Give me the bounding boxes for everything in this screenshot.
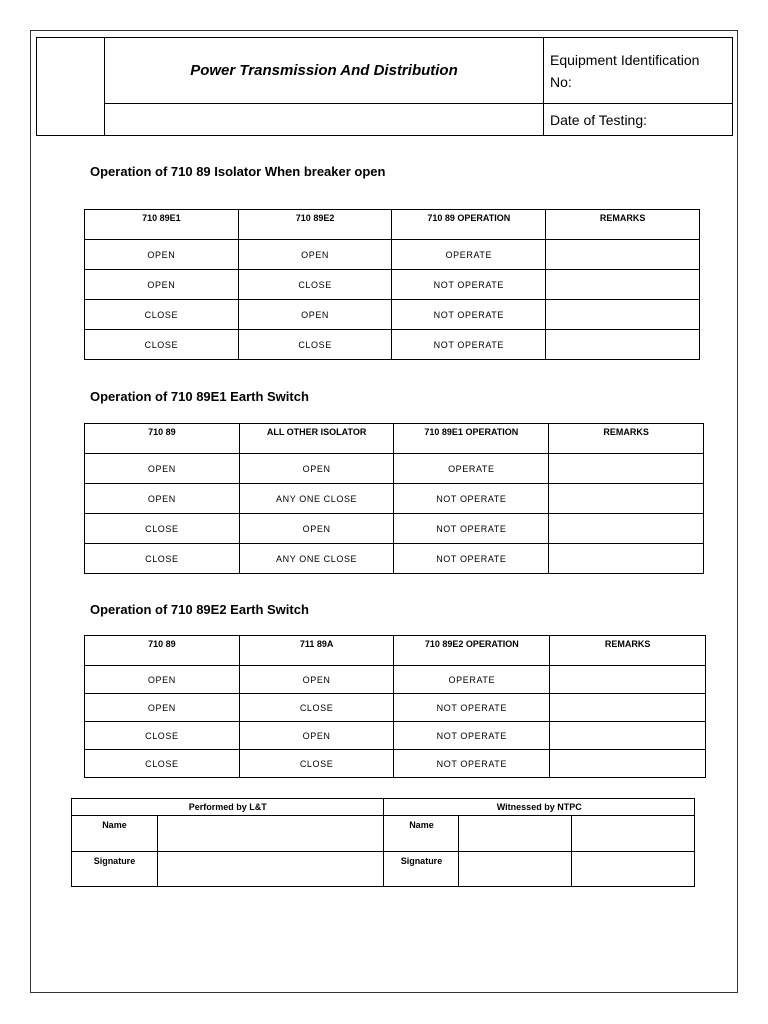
table-cell: CLOSE bbox=[85, 750, 240, 778]
table-row bbox=[85, 240, 700, 270]
table-row bbox=[85, 330, 700, 360]
witness-signature-field bbox=[459, 852, 572, 887]
table-cell: CLOSE bbox=[238, 270, 392, 300]
logo-cell bbox=[37, 38, 105, 136]
operation-table bbox=[84, 423, 704, 574]
performer-signature-field bbox=[157, 852, 384, 887]
header-table bbox=[36, 37, 733, 136]
table-cell: CLOSE bbox=[85, 544, 240, 574]
remarks-cell bbox=[549, 454, 704, 484]
remarks-cell bbox=[549, 484, 704, 514]
name-row bbox=[72, 816, 695, 852]
table-cell: OPERATE bbox=[392, 240, 546, 270]
witness-signature-field-extra bbox=[572, 852, 695, 887]
column-header: 710 89 OPERATION bbox=[392, 210, 546, 240]
table-cell: OPEN bbox=[85, 694, 240, 722]
table-row bbox=[85, 514, 704, 544]
table-row bbox=[85, 544, 704, 574]
table-header-row bbox=[85, 636, 706, 666]
column-header: REMARKS bbox=[546, 210, 700, 240]
equipment-identification: Equipment Identification No: bbox=[544, 38, 733, 104]
remarks-cell bbox=[549, 514, 704, 544]
column-header: 710 89 bbox=[85, 636, 240, 666]
table-row bbox=[85, 722, 706, 750]
table-cell: OPERATE bbox=[394, 454, 549, 484]
performed-by-header: Performed by L&T bbox=[72, 799, 384, 816]
table-row bbox=[85, 454, 704, 484]
column-header: 710 89 bbox=[85, 424, 240, 454]
table-cell: OPEN bbox=[239, 666, 394, 694]
table-cell: ANY ONE CLOSE bbox=[239, 544, 394, 574]
document-title: Power Transmission And Distribution bbox=[105, 38, 544, 104]
table-cell: OPEN bbox=[85, 240, 239, 270]
column-header: REMARKS bbox=[550, 636, 706, 666]
signoff-table bbox=[71, 798, 695, 887]
table-cell: CLOSE bbox=[85, 330, 239, 360]
remarks-cell bbox=[549, 544, 704, 574]
witness-name-field bbox=[459, 816, 572, 852]
remarks-cell bbox=[550, 722, 706, 750]
table-cell: CLOSE bbox=[239, 694, 394, 722]
table-row bbox=[85, 270, 700, 300]
witness-name-field-extra bbox=[572, 816, 695, 852]
section-title: Operation of 710 89E2 Earth Switch bbox=[90, 602, 309, 617]
table-row bbox=[85, 666, 706, 694]
operation-table bbox=[84, 635, 706, 778]
table-cell: NOT OPERATE bbox=[394, 722, 550, 750]
table-header-row bbox=[85, 210, 700, 240]
table-cell: CLOSE bbox=[238, 330, 392, 360]
table-cell: OPEN bbox=[239, 514, 394, 544]
table-cell: NOT OPERATE bbox=[394, 484, 549, 514]
section-title: Operation of 710 89 Isolator When breaker open bbox=[90, 164, 386, 179]
header-blank-cell bbox=[105, 104, 544, 136]
table-cell: OPEN bbox=[239, 722, 394, 750]
column-header: 710 89E1 bbox=[85, 210, 239, 240]
table-cell: NOT OPERATE bbox=[394, 750, 550, 778]
signature-label: Signature bbox=[72, 852, 158, 887]
signature-row bbox=[72, 852, 695, 887]
signature-label: Signature bbox=[384, 852, 459, 887]
table-row bbox=[85, 300, 700, 330]
table-row bbox=[85, 484, 704, 514]
table-cell: OPEN bbox=[85, 484, 240, 514]
table-cell: NOT OPERATE bbox=[392, 330, 546, 360]
table-cell: OPEN bbox=[238, 240, 392, 270]
table-cell: NOT OPERATE bbox=[392, 270, 546, 300]
remarks-cell bbox=[550, 750, 706, 778]
table-cell: NOT OPERATE bbox=[394, 544, 549, 574]
remarks-cell bbox=[550, 694, 706, 722]
table-cell: OPEN bbox=[239, 454, 394, 484]
table-cell: OPEN bbox=[85, 454, 240, 484]
witnessed-by-header: Witnessed by NTPC bbox=[384, 799, 695, 816]
remarks-cell bbox=[546, 270, 700, 300]
table-header-row bbox=[85, 424, 704, 454]
table-row bbox=[85, 750, 706, 778]
name-label: Name bbox=[72, 816, 158, 852]
remarks-cell bbox=[546, 300, 700, 330]
date-of-testing: Date of Testing: bbox=[544, 104, 733, 136]
remarks-cell bbox=[546, 240, 700, 270]
column-header: 710 89E1 OPERATION bbox=[394, 424, 549, 454]
section-title: Operation of 710 89E1 Earth Switch bbox=[90, 389, 309, 404]
table-row bbox=[85, 694, 706, 722]
table-cell: NOT OPERATE bbox=[394, 514, 549, 544]
column-header: ALL OTHER ISOLATOR bbox=[239, 424, 394, 454]
name-label: Name bbox=[384, 816, 459, 852]
table-cell: CLOSE bbox=[85, 514, 240, 544]
table-cell: OPERATE bbox=[394, 666, 550, 694]
column-header: 710 89E2 bbox=[238, 210, 392, 240]
column-header: 711 89A bbox=[239, 636, 394, 666]
performer-name-field bbox=[157, 816, 384, 852]
table-cell: CLOSE bbox=[85, 722, 240, 750]
table-cell: OPEN bbox=[238, 300, 392, 330]
table-cell: CLOSE bbox=[239, 750, 394, 778]
table-cell: OPEN bbox=[85, 270, 239, 300]
column-header: REMARKS bbox=[549, 424, 704, 454]
table-cell: ANY ONE CLOSE bbox=[239, 484, 394, 514]
column-header: 710 89E2 OPERATION bbox=[394, 636, 550, 666]
remarks-cell bbox=[550, 666, 706, 694]
table-cell: OPEN bbox=[85, 666, 240, 694]
table-cell: NOT OPERATE bbox=[394, 694, 550, 722]
table-cell: NOT OPERATE bbox=[392, 300, 546, 330]
operation-table bbox=[84, 209, 700, 360]
table-cell: CLOSE bbox=[85, 300, 239, 330]
remarks-cell bbox=[546, 330, 700, 360]
